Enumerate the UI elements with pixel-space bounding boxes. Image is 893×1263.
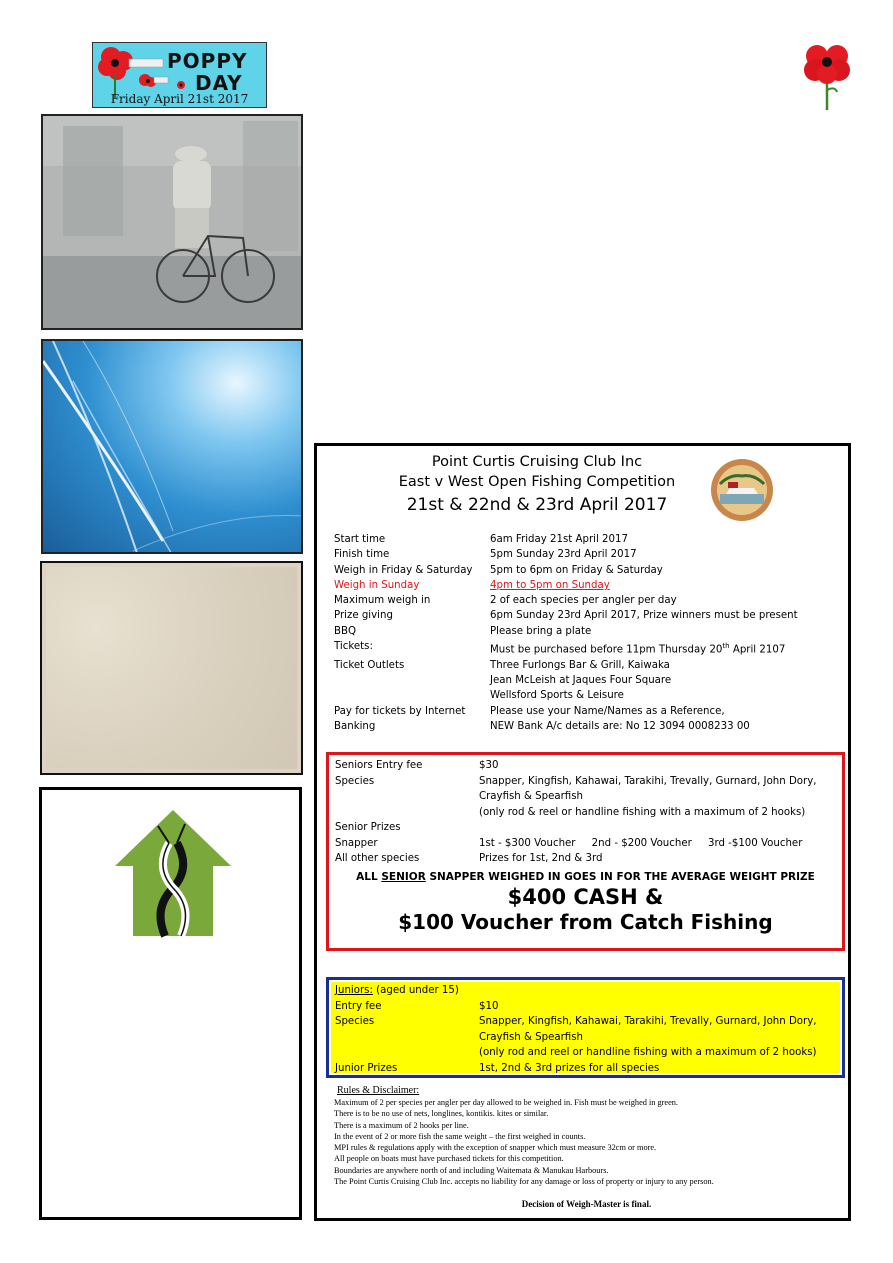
info-label: Maximum weigh in <box>334 595 431 607</box>
tickets-deadline-text: Must be purchased before 11pm Thursday 20 <box>490 644 723 656</box>
info-value: Wellsford Sports & Leisure <box>490 690 624 702</box>
club-logo-icon <box>710 458 774 522</box>
juniors-entry-value: $10 <box>479 1000 499 1012</box>
rules-title: Rules & Disclaimer: <box>337 1085 420 1096</box>
juniors-section <box>326 977 845 1078</box>
event-dates: 21st & 22nd & 23rd April 2017 <box>406 495 668 515</box>
avg-notice-end: SNAPPER WEIGHED IN GOES IN FOR THE AVERAGE WEIGHT PRIZE <box>425 870 815 883</box>
seniors-entry-row <box>335 758 836 774</box>
weigh-master-notice: Decision of Weigh-Master is final. <box>521 1199 652 1210</box>
other-species-prizes: Prizes for 1st, 2nd & 3rd <box>479 853 603 864</box>
poppy-day-banner <box>92 42 267 108</box>
info-value: 5pm Sunday 23rd April 2017 <box>490 549 637 561</box>
info-value: 6am Friday 21st April 2017 <box>490 534 628 545</box>
seniors-entry-value: $30 <box>479 760 499 771</box>
sand-texture-fill <box>46 567 297 769</box>
sand-texture-image <box>40 561 303 775</box>
seniors-prizes-row <box>335 820 836 836</box>
info-label: Weigh in Sunday <box>334 579 420 591</box>
info-label: Ticket Outlets <box>334 659 405 671</box>
rule-line: Maximum of 2 per species per angler per day allowed to be weighed in. Fish must be weighed in green. <box>334 1098 678 1107</box>
rule-line: There is a maximum of 2 hooks per line. <box>334 1120 469 1130</box>
seniors-species-list: Snapper, Kingfish, Kahawai, Tarakihi, Trevally, Gurnard, John Dory, <box>479 775 817 787</box>
rules-disclaimer <box>334 1084 839 1211</box>
banner-title-poppy: POPPY <box>167 49 248 73</box>
cash-prize: $400 CASH & <box>507 885 664 909</box>
other-species-label: All other species <box>335 853 420 864</box>
snapper-prizes-row <box>335 836 836 852</box>
info-row <box>334 532 798 547</box>
info-value: 4pm to 5pm on Sunday <box>490 579 610 591</box>
juniors-age: (aged under 15) <box>372 985 459 996</box>
seniors-species-row <box>335 789 836 805</box>
seniors-entry-label: Seniors Entry fee <box>335 760 423 771</box>
info-value: Please use your Name/Names as a Reference, <box>490 705 725 717</box>
juniors-entry-label: Entry fee <box>335 1000 382 1012</box>
other-species-row <box>335 851 836 867</box>
banner-title-day: DAY <box>195 71 243 95</box>
info-label <box>334 673 490 688</box>
info-value: 6pm Sunday 23rd April 2017, Prize winners must be present <box>490 610 798 622</box>
info-label: Prize giving <box>334 610 393 622</box>
info-row <box>334 547 798 562</box>
bicycle-photo-image <box>43 116 303 330</box>
avg-notice-start: ALL <box>356 870 382 883</box>
voucher-prize: $100 Voucher from Catch Fishing <box>398 909 773 934</box>
info-label: Weigh in Friday & Saturday <box>334 564 473 576</box>
juniors-species-row <box>335 1014 836 1030</box>
event-info-table <box>334 532 798 734</box>
snapper-prizes: 1st - $300 Voucher 2nd - $200 Voucher 3rd -$100 Voucher <box>479 837 803 849</box>
info-row <box>334 608 798 623</box>
event-title: East v West Open Fishing Competition <box>398 474 676 490</box>
info-label: Banking <box>334 720 376 732</box>
juniors-title-row <box>335 983 836 999</box>
snapper-label: Snapper <box>335 837 378 849</box>
juniors-prizes-row <box>335 1061 836 1077</box>
info-row <box>334 688 798 703</box>
banner-date: Friday April 21st 2017 <box>110 92 249 106</box>
vintage-bicycle-photo <box>41 114 303 330</box>
info-row <box>334 673 798 688</box>
juniors-prizes-label: Junior Prizes <box>335 1062 398 1074</box>
info-value: Jean McLeish at Jaques Four Square <box>490 675 672 687</box>
info-row <box>334 563 798 578</box>
info-label <box>334 688 490 703</box>
juniors-species-row <box>335 1045 836 1061</box>
juniors-content <box>331 982 840 1073</box>
info-value: Three Furlongs Bar & Grill, Kaiwaka <box>490 659 670 671</box>
rule-line: In the event of 2 or more fish the same weight – the first weighed in counts. <box>334 1131 586 1141</box>
seniors-species-row <box>335 805 836 821</box>
info-value: 5pm to 6pm on Friday & Saturday <box>490 564 663 576</box>
house-rope-logo-icon <box>113 808 233 938</box>
info-label: BBQ <box>334 625 356 637</box>
juniors-species-extra: Crayfish & Spearfish <box>479 1031 583 1043</box>
seniors-species-rule: (only rod & reel or handline fishing with a maximum of 2 hooks) <box>479 806 806 818</box>
info-label: Finish time <box>334 549 390 561</box>
rule-line: MPI rules & regulations apply with the exception of snapper which must measure 32cm or more. <box>334 1143 657 1153</box>
seniors-species-extra: Crayfish & Spearfish <box>479 791 583 802</box>
logo-panel <box>39 787 302 1220</box>
info-value: NEW Bank A/c details are: No 12 3094 0008233 00 <box>490 720 750 732</box>
juniors-species-list: Snapper, Kingfish, Kahawai, Tarakihi, Trevally, Gurnard, John Dory, <box>479 1016 817 1028</box>
info-label: Pay for tickets by Internet <box>334 705 466 717</box>
info-row <box>334 639 798 658</box>
seniors-section <box>326 752 845 951</box>
seniors-species-label: Species <box>335 775 375 787</box>
info-row <box>334 658 798 673</box>
info-value: Please bring a plate <box>490 625 592 637</box>
club-name: Point Curtis Cruising Club Inc <box>431 454 643 470</box>
tickets-deadline-end: April 2107 <box>729 644 786 656</box>
info-value <box>490 639 785 658</box>
info-value: 2 of each species per angler per day <box>490 595 677 607</box>
average-weight-notice <box>335 870 836 886</box>
juniors-entry-row <box>335 999 836 1015</box>
rule-line: There is to be no use of nets, longlines, kontikis. kites or similar. <box>334 1109 549 1119</box>
juniors-species-label: Species <box>335 1016 375 1028</box>
juniors-prizes-value: 1st, 2nd & 3rd prizes for all species <box>479 1062 660 1074</box>
info-row <box>334 719 798 734</box>
info-label: Start time <box>334 534 386 545</box>
rule-line: All people on boats must have purchased tickets for this competition. <box>334 1154 564 1164</box>
info-row <box>334 593 798 608</box>
juniors-title: Juniors: <box>335 985 373 996</box>
info-row <box>334 578 798 593</box>
info-row <box>334 704 798 719</box>
seniors-prizes-label: Senior Prizes <box>335 822 401 833</box>
fishing-competition-flyer <box>314 443 851 1221</box>
juniors-species-row <box>335 1030 836 1046</box>
juniors-species-rule: (only rod and reel or handline fishing with a maximum of 2 hooks) <box>479 1047 817 1059</box>
info-row <box>334 624 798 639</box>
poppy-flower-icon <box>803 40 851 112</box>
seniors-species-row <box>335 774 836 790</box>
light-streak-image <box>43 341 303 554</box>
avg-notice-senior: SENIOR <box>381 870 426 883</box>
tickets-date-suffix: th <box>722 642 730 651</box>
rule-line: Boundaries are anywhere north of and including Waitemata & Manukau Harbours. <box>334 1165 609 1175</box>
info-label: Tickets: <box>334 641 373 653</box>
rule-line: The Point Curtis Cruising Club Inc. accepts no liability for any damage or loss of property or injury to any person. <box>334 1177 714 1187</box>
blue-abstract-photo <box>41 339 303 554</box>
